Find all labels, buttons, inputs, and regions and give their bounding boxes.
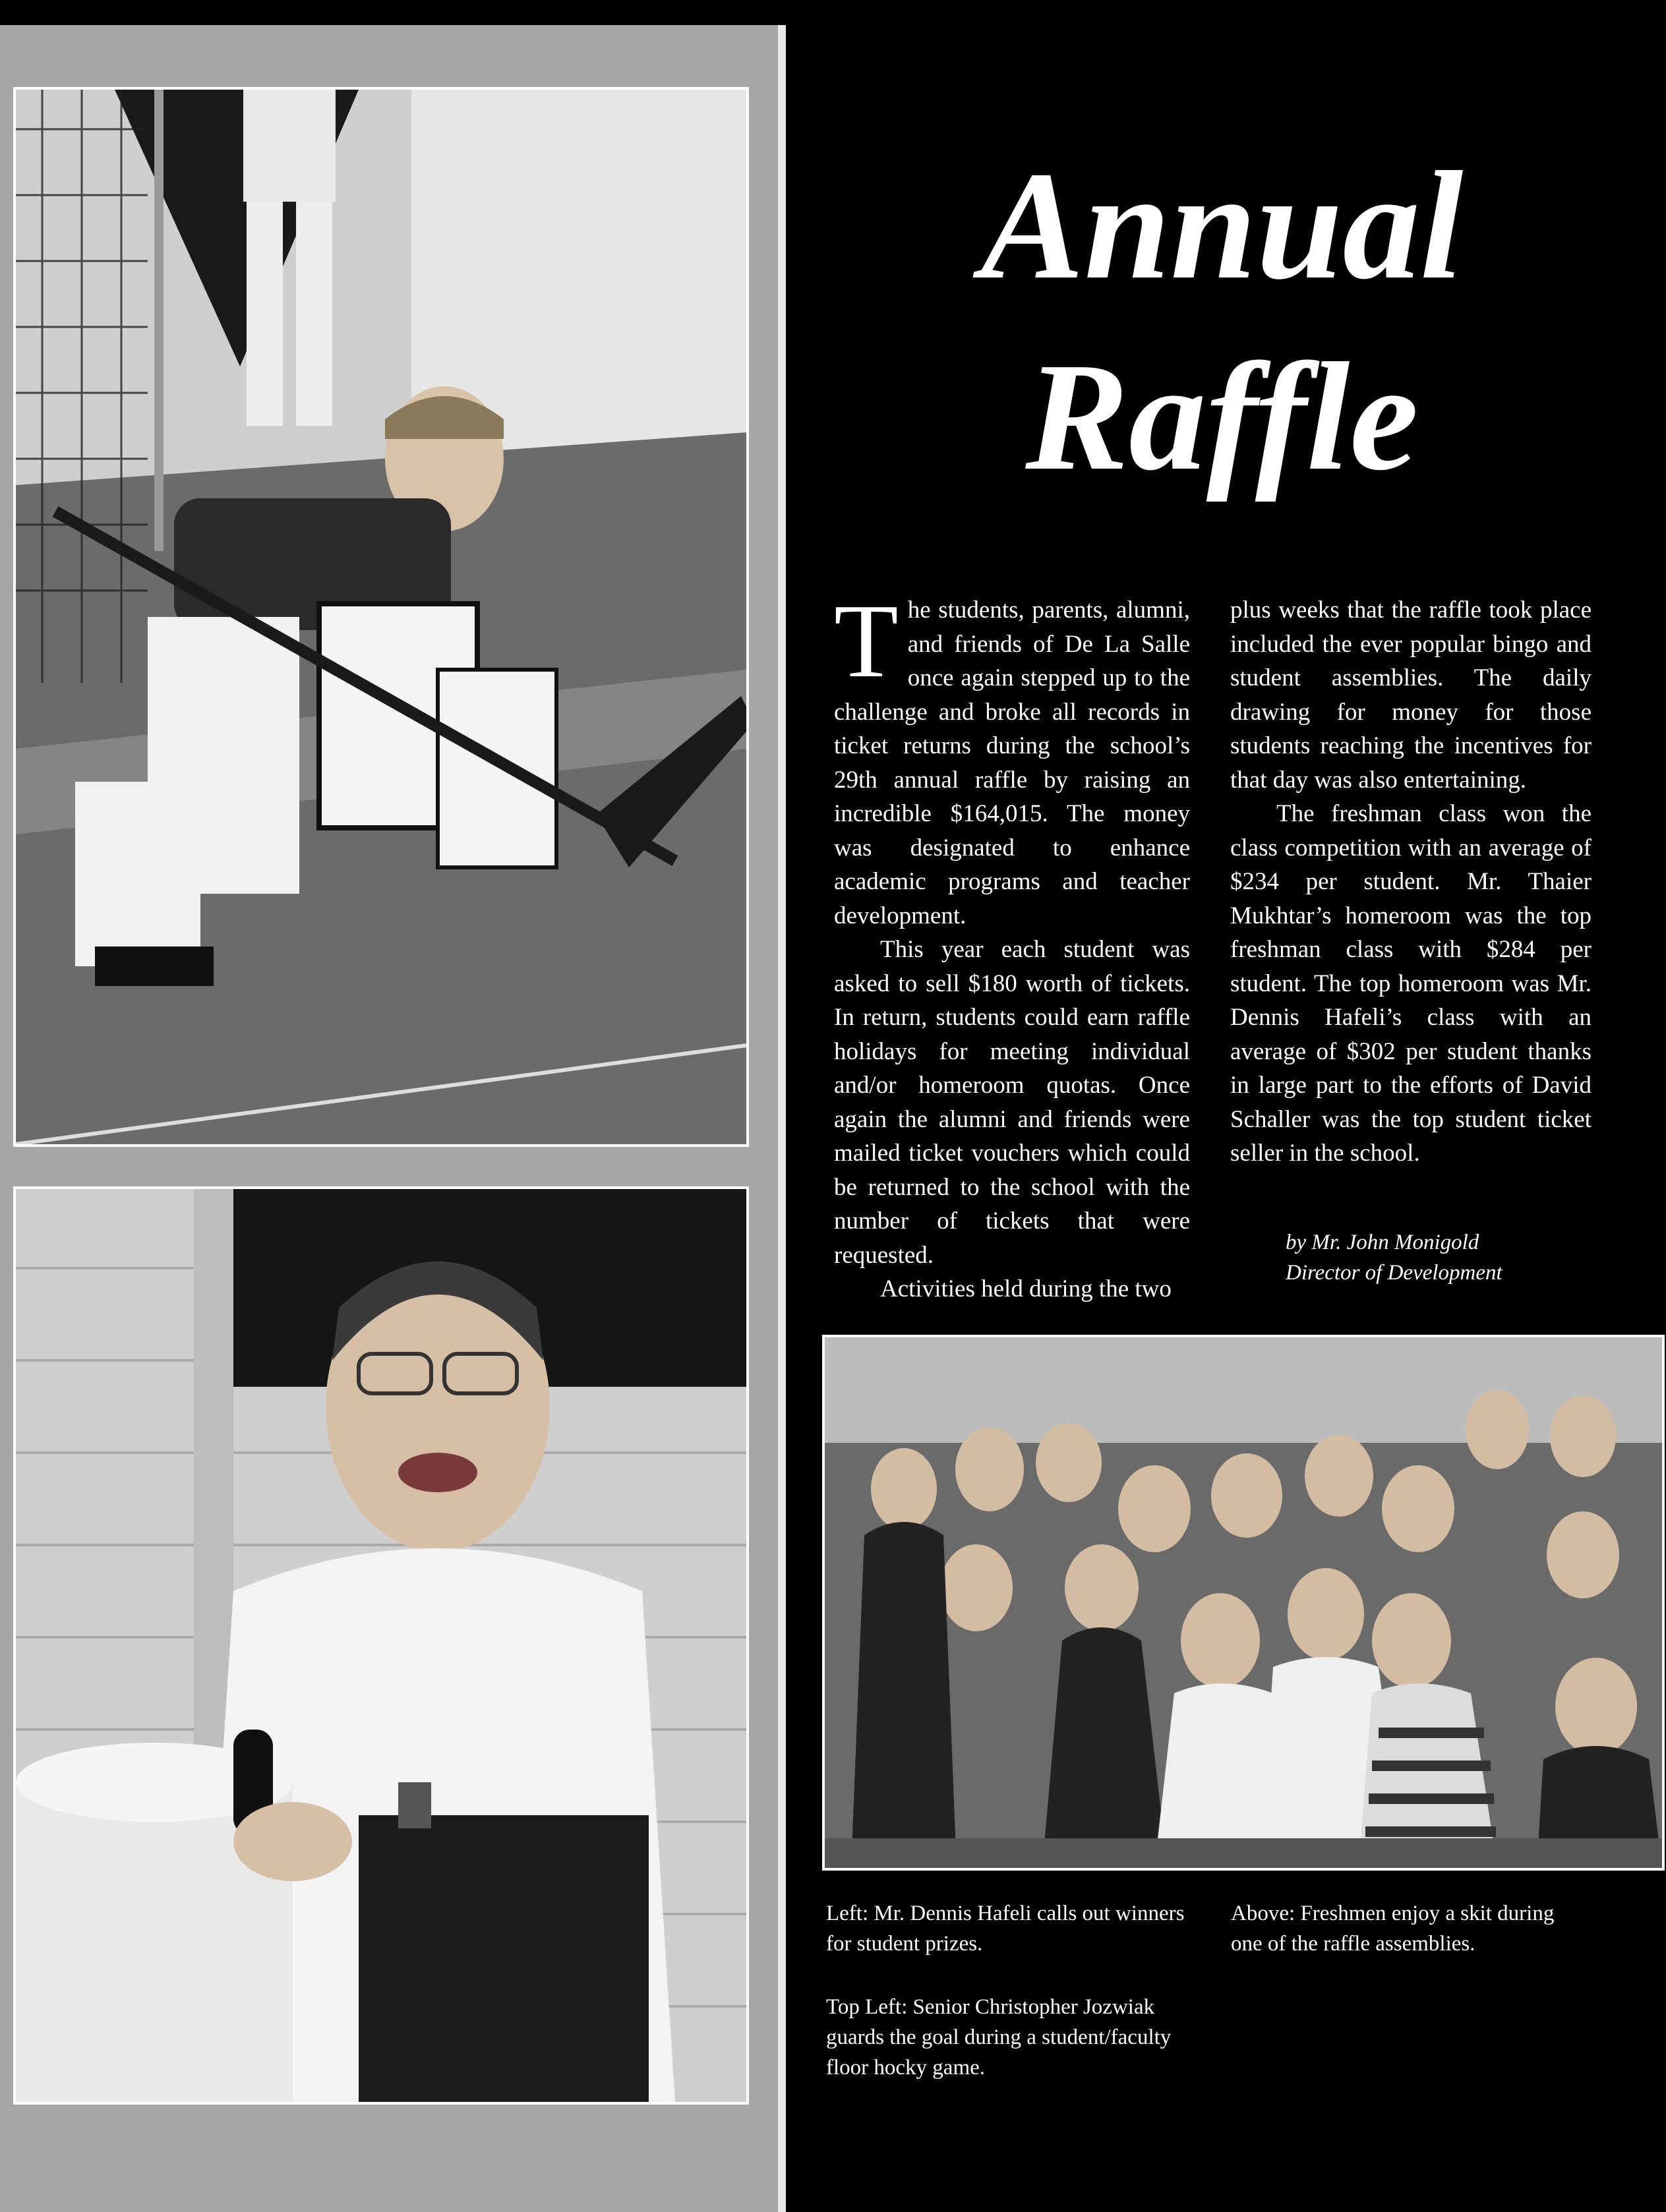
- paragraph-1: [834, 582, 1190, 933]
- drop-cap: T: [834, 582, 899, 699]
- top-border: [0, 0, 1666, 25]
- paragraph-3-start: Activities held during the two: [880, 1275, 1172, 1302]
- paragraph-2: This year each student was asked to sell $180 worth of tickets. In return, students could earn raffle holidays for meeting individual and/or homeroom quotas. Once again the alumni and friends were mailed ticket vouchers which could be returned to the school with the number of tickets that were requested.: [834, 936, 1190, 1269]
- photo-freshmen-assembly: [822, 1335, 1665, 1871]
- byline-name: by Mr. John Monigold: [1286, 1231, 1479, 1254]
- caption-top-left: Top Left: Senior Christopher Jozwiak guards the goal during a student/faculty floor hocky game.: [826, 1995, 1172, 2080]
- article-column-2: [1230, 593, 1592, 1171]
- paragraph-1-text: he students, parents, alumni, and friends of De La Salle once again stepped up to the challenge and broke all records in ticket returns during the school’s 29th annual raffle by raising an incredible $164,015. The money was designated to enhance academic programs and teacher development.: [834, 597, 1190, 929]
- byline-title: Director of Development: [1286, 1261, 1502, 1285]
- paragraph-3-continued: plus weeks that the raffle took place included the ever popular bingo and student assemblies. The daily drawing for money for those students reaching the incentives for that day was also entertaining.: [1230, 597, 1592, 794]
- photo-dennis-hafeli: [13, 1186, 749, 2105]
- byline: [1286, 1227, 1502, 1288]
- paragraph-4: The freshman class won the class competition with an average of $234 per student. Mr. Thaier Mukhtar’s homeroom was the top freshman class with $284 per student. The top homeroom was Mr. Dennis Hafeli’s class with an average of $302 per student thanks in large part to the efforts of David Schaller was the top student ticket seller in the school.: [1230, 800, 1592, 1167]
- title-line-1: Annual: [980, 140, 1464, 311]
- title-line-2: Raffle: [1025, 331, 1419, 502]
- caption-above: Above: Freshmen enjoy a skit during one of the raffle assemblies.: [1231, 1902, 1555, 1956]
- caption-left: Left: Mr. Dennis Hafeli calls out winners for student prizes.: [826, 1902, 1185, 1956]
- photo-hockey-goalie: [13, 87, 749, 1147]
- article-column-1: [834, 582, 1190, 1306]
